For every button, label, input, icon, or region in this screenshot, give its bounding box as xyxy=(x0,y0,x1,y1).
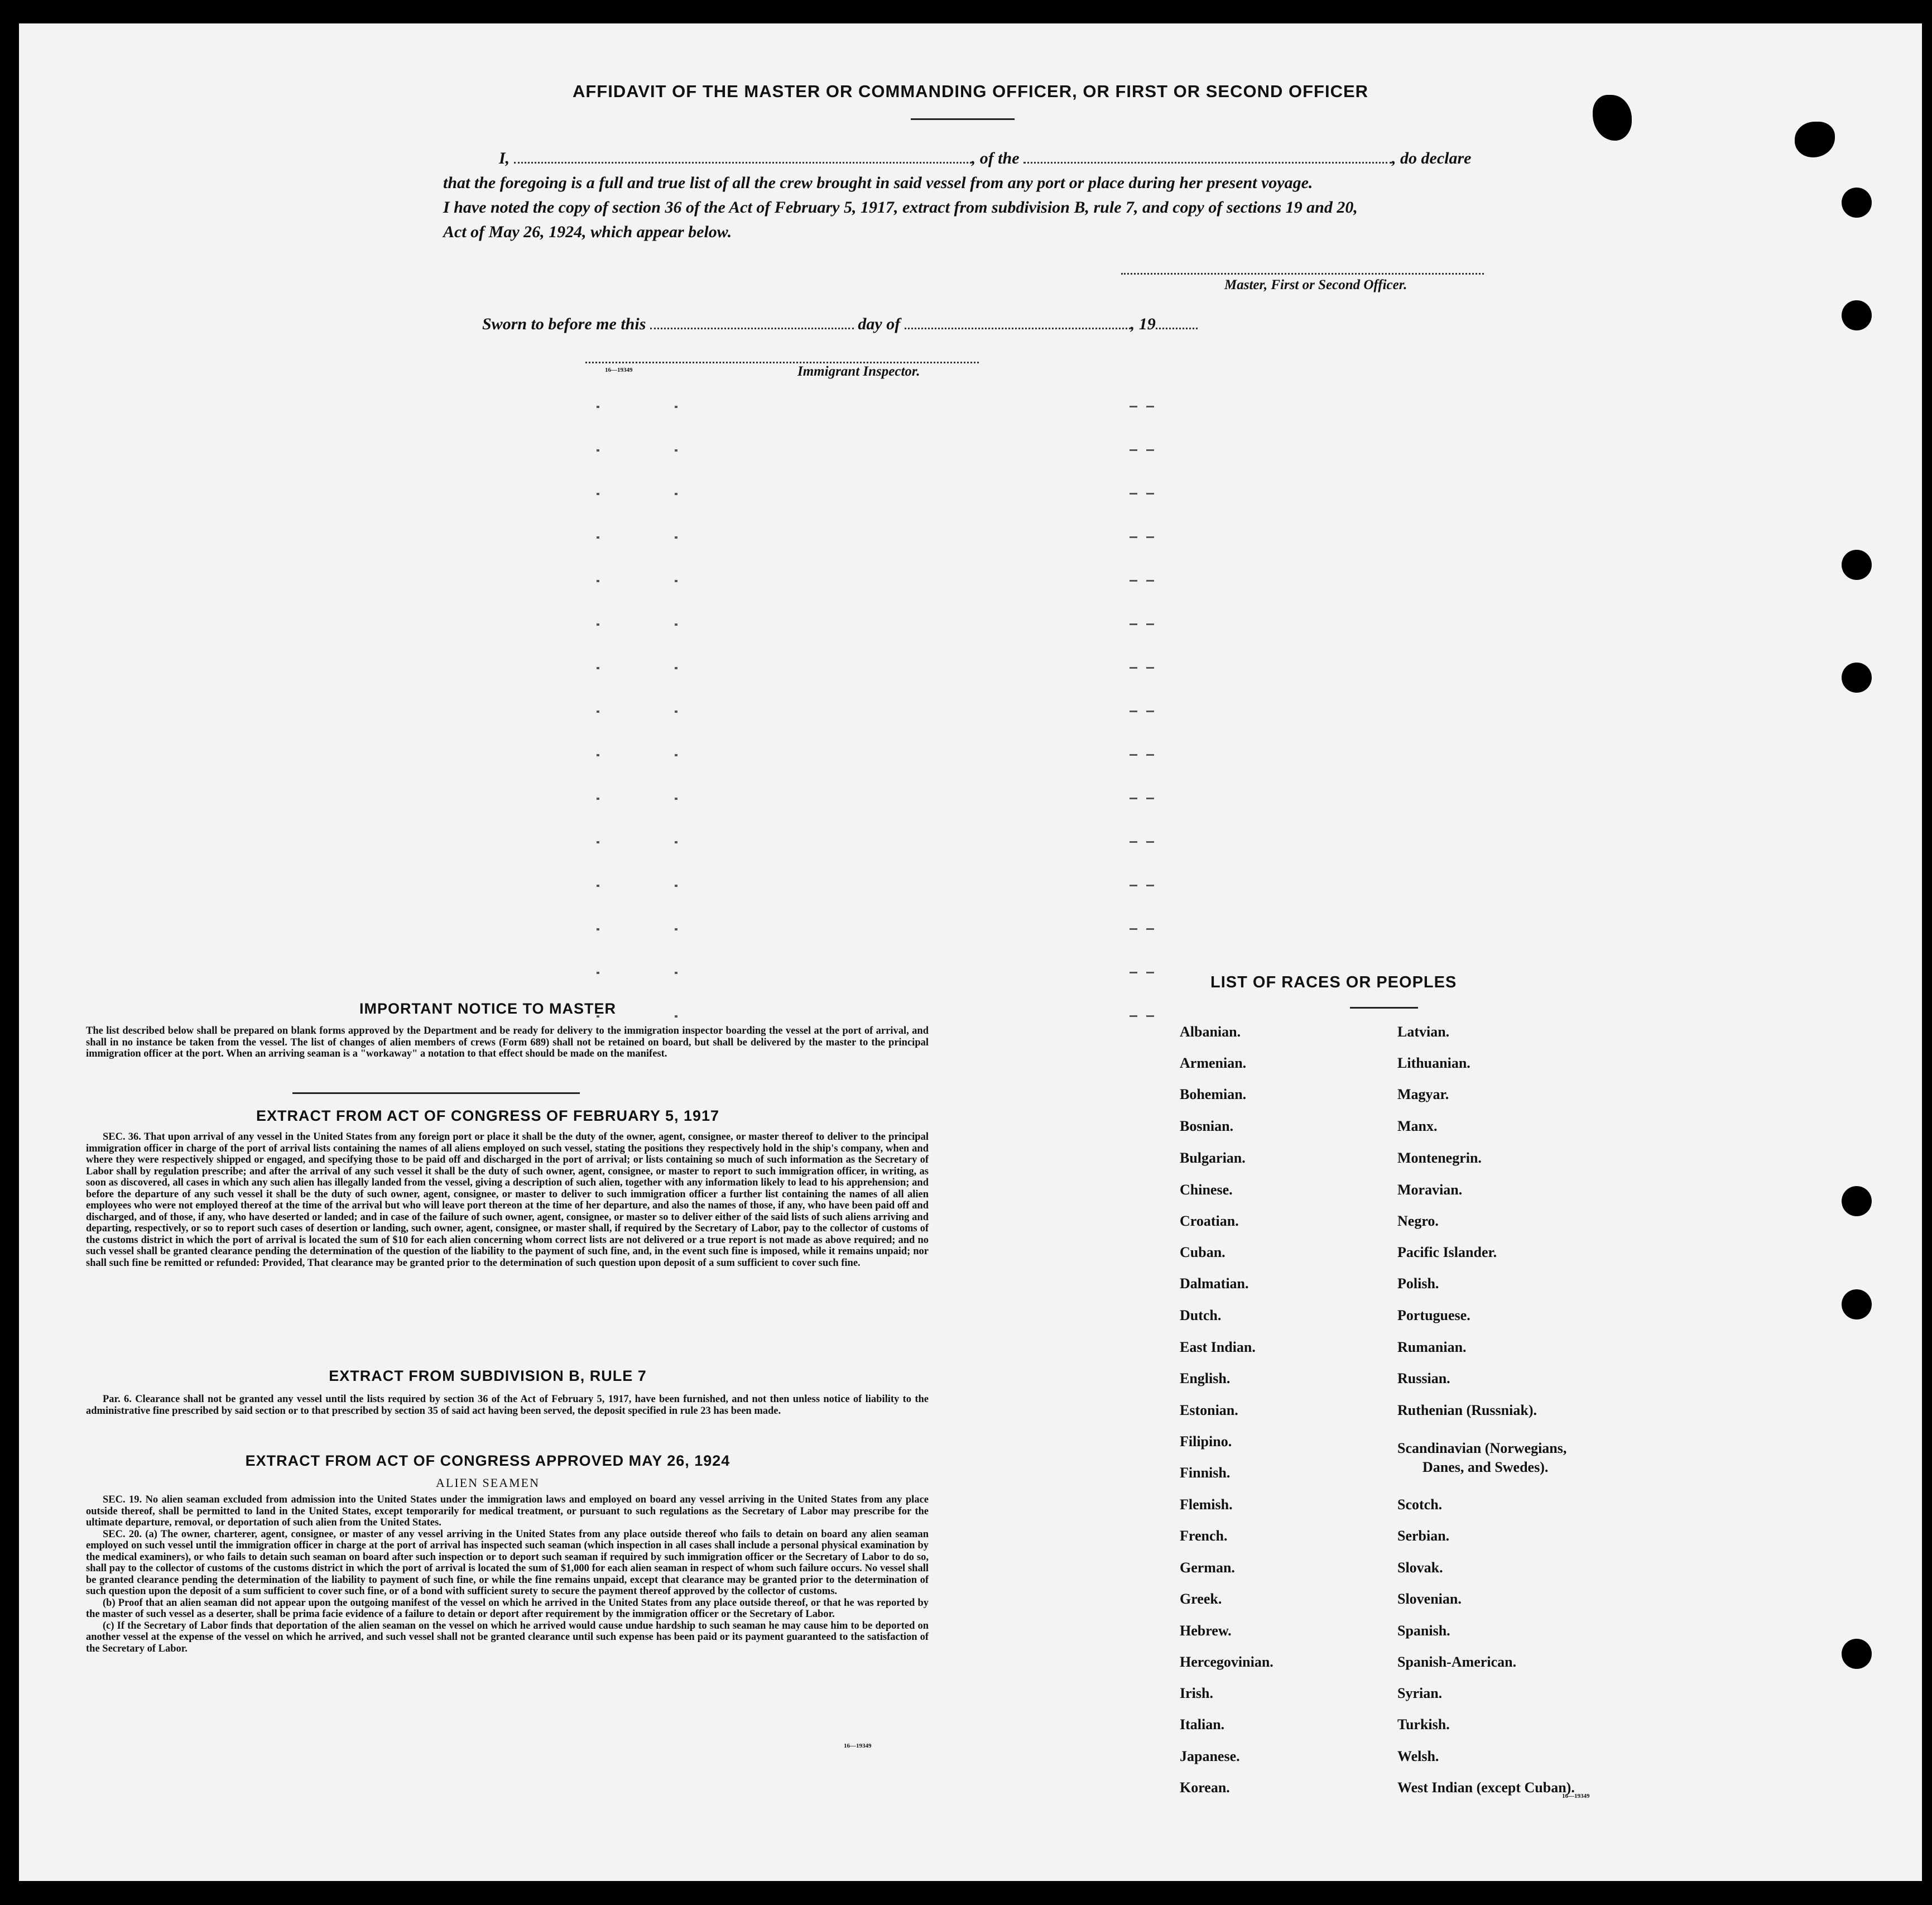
race-right: Scotch. xyxy=(1397,1496,1443,1513)
race-left: Hercegovinian. xyxy=(1180,1654,1273,1670)
race-left: Bohemian. xyxy=(1180,1086,1247,1102)
race-right: Slovak. xyxy=(1397,1559,1443,1576)
ruling-mark xyxy=(1146,406,1154,407)
sworn-day-field[interactable] xyxy=(650,327,854,329)
ruling-mark xyxy=(1146,1015,1154,1017)
declaration-of-the: , of the xyxy=(971,149,1020,167)
signature-label: Master, First or Second Officer. xyxy=(1224,277,1407,292)
race-right: Danes, and Swedes). xyxy=(1422,1459,1549,1475)
race-left: Japanese. xyxy=(1180,1748,1240,1764)
ruling-mark xyxy=(597,841,599,843)
ruling-mark xyxy=(675,928,677,930)
ruling-mark xyxy=(1146,928,1154,930)
inspector-label: Immigrant Inspector. xyxy=(797,364,920,379)
ruling-mark xyxy=(675,406,677,408)
ruling-mark xyxy=(597,449,599,452)
ruling-mark xyxy=(597,798,599,800)
binder-hole xyxy=(1842,663,1872,693)
binder-hole xyxy=(1842,550,1872,580)
ruling-mark xyxy=(1130,1015,1137,1017)
race-left: Korean. xyxy=(1180,1779,1230,1796)
binder-hole xyxy=(1842,300,1872,330)
extract-1924-heading: EXTRACT FROM ACT OF CONGRESS APPROVED MAY 26, 1924 xyxy=(245,1452,730,1469)
sworn-year-prefix: , 19 xyxy=(1130,315,1156,333)
ruling-mark xyxy=(1130,493,1137,495)
ruling-mark xyxy=(597,406,599,408)
ruling-mark xyxy=(675,667,677,669)
race-left: East Indian. xyxy=(1180,1339,1256,1355)
ruling-mark xyxy=(1130,667,1137,669)
race-right: Serbian. xyxy=(1397,1528,1450,1544)
ruling-mark xyxy=(597,536,599,539)
ruling-mark xyxy=(1146,493,1154,495)
ruling-mark xyxy=(675,885,677,887)
declaration-do-declare: , do declare xyxy=(1392,149,1472,167)
extract-1924-subheading: ALIEN SEAMEN xyxy=(436,1476,540,1490)
race-left: Italian. xyxy=(1180,1716,1225,1733)
race-right: Latvian. xyxy=(1397,1024,1450,1040)
inspector-signature-field[interactable] xyxy=(585,362,979,363)
ruling-mark xyxy=(1130,536,1137,538)
ruling-mark xyxy=(1146,623,1154,625)
ruling-mark xyxy=(1130,972,1137,973)
race-right: Polish. xyxy=(1397,1275,1439,1292)
ruling-mark xyxy=(1130,623,1137,625)
ruling-mark xyxy=(1146,667,1154,669)
ruling-mark xyxy=(1130,841,1137,843)
sec-20b-text: (b) Proof that an alien seaman did not appear upon the outgoing manifest of the vessel on which he arrived in the United States from any place outside thereof, or that he was reported by the master of such vessel as a deserter, shall be prima facie evidence of a failure to detain or deport after requirement by the immigration officer or the Secretary of Labor. xyxy=(86,1597,929,1620)
ruling-mark xyxy=(675,754,677,756)
ruling-mark xyxy=(1146,841,1154,843)
ruling-mark xyxy=(1130,711,1137,712)
declarant-name-field[interactable] xyxy=(514,161,972,164)
race-left: Estonian. xyxy=(1180,1402,1238,1418)
race-right: Syrian. xyxy=(1397,1685,1443,1701)
sec-19-text: SEC. 19. No alien seaman excluded from admission into the United States under the immigration laws and employed on board any vessel arriving in the United States from any place outside thereof, shall be permitted to land in the United States, except temporarily for medical treatment, or pursuant to such regulations as the Secretary of Labor may prescribe for the ultimate departure, removal, or deportation of such alien from the United States. xyxy=(86,1494,929,1528)
declaration-i: I, xyxy=(499,149,510,167)
form-code: 16—19349 xyxy=(1562,1793,1590,1800)
ruling-mark xyxy=(597,580,599,582)
ruling-mark xyxy=(1146,711,1154,712)
section-divider xyxy=(292,1092,580,1094)
affidavit-title: AFFIDAVIT OF THE MASTER OR COMMANDING OFFICER, OR FIRST OR SECOND OFFICER xyxy=(572,81,1369,101)
race-left: Armenian. xyxy=(1180,1055,1247,1071)
race-left: Albanian. xyxy=(1180,1024,1241,1040)
sec-20a-text: SEC. 20. (a) The owner, charterer, agent, consignee, or master of any vessel arriving in the United States from any place outside thereof who fails to detain on board any alien seaman employed on such vessel until the immigration officer in charge at the port of arrival has inspected such seaman (which inspection in all cases shall include a personal physical examination by the medical examiners), or who fails to detain such seaman on board after such inspection or to deport such seaman if required by such immigration officer or the Secretary of Labor to do so, shall pay to the collector of customs of the customs district in which the port of arrival is located the sum of $1,000 for each alien seaman in respect of whom such failure occurs. No vessel shall be granted clearance pending the determination of the liability to payment of such fine, or while the fine remains unpaid, except that clearance may be granted prior to the determination of such question upon the deposit of a sum sufficient to cover such fine, or of a bond with sufficient surety to secure the payment thereof approved by the collector of customs. xyxy=(86,1528,929,1597)
ruling-mark xyxy=(1146,885,1154,886)
declaration-line-3: I have noted the copy of section 36 of the Act of February 5, 1917, extract from subdivision B, rule 7, and copy of sections 19 and 20, xyxy=(443,198,1358,217)
ruling-mark xyxy=(1130,885,1137,886)
race-right: Lithuanian. xyxy=(1397,1055,1470,1071)
race-right: Ruthenian (Russniak). xyxy=(1397,1402,1537,1418)
ruling-mark xyxy=(597,667,599,669)
ruling-mark xyxy=(597,885,599,887)
ruling-mark xyxy=(675,711,677,713)
ruling-mark xyxy=(597,972,599,974)
race-left: Hebrew. xyxy=(1180,1623,1232,1639)
ruling-mark xyxy=(1130,406,1137,407)
extract-1917-heading: EXTRACT FROM ACT OF CONGRESS OF FEBRUARY 5, 1917 xyxy=(256,1107,720,1124)
race-right: Moravian. xyxy=(1397,1182,1463,1198)
race-left: Finnish. xyxy=(1180,1465,1231,1481)
race-right: Russian. xyxy=(1397,1370,1450,1386)
ruling-mark xyxy=(675,972,677,974)
ruling-mark xyxy=(1130,928,1137,930)
sworn-year-field[interactable] xyxy=(1156,327,1198,329)
ruling-mark xyxy=(597,493,599,495)
extract-1924-text xyxy=(86,1494,929,1654)
binder-hole xyxy=(1842,1289,1872,1319)
race-left: French. xyxy=(1180,1528,1228,1544)
extract-rule7-heading: EXTRACT FROM SUBDIVISION B, RULE 7 xyxy=(329,1367,647,1384)
ruling-mark xyxy=(675,449,677,452)
ruling-mark xyxy=(1146,449,1154,451)
ruling-mark xyxy=(675,798,677,800)
title-divider xyxy=(911,118,1015,120)
declaration-line-2: that the foregoing is a full and true list of all the crew brought in said vessel from any port or place during her present voyage. xyxy=(443,174,1313,192)
race-right: Turkish. xyxy=(1397,1716,1450,1733)
race-right: West Indian (except Cuban). xyxy=(1397,1779,1575,1796)
race-right: Pacific Islander. xyxy=(1397,1244,1497,1260)
race-left: Filipino. xyxy=(1180,1433,1232,1450)
ruling-mark xyxy=(1146,972,1154,973)
race-right: Slovenian. xyxy=(1397,1591,1462,1607)
races-heading: LIST OF RACES OR PEOPLES xyxy=(1210,973,1457,991)
extract-rule7-text: Par. 6. Clearance shall not be granted any vessel until the lists required by section 36 of the Act of February 5, 1917, have been furnished, and not then unless notice of liability to the administrative fine prescribed by said section or to that prescribed by section 35 of said act having been served, the deposit specified in rule 23 has been made. xyxy=(86,1394,929,1417)
ruling-mark xyxy=(1130,449,1137,451)
declaration-line-4: Act of May 26, 1924, which appear below. xyxy=(443,223,732,241)
ruling-mark xyxy=(597,711,599,713)
ruling-mark xyxy=(1146,754,1154,756)
sworn-line xyxy=(482,315,1198,334)
races-divider xyxy=(1350,1007,1418,1009)
notice-heading: IMPORTANT NOTICE TO MASTER xyxy=(359,1000,616,1017)
ruling-mark xyxy=(675,841,677,843)
binder-hole xyxy=(1842,1186,1872,1216)
document-page xyxy=(19,23,1922,1881)
race-left: Cuban. xyxy=(1180,1244,1225,1260)
ruling-mark xyxy=(675,623,677,626)
ruling-mark xyxy=(1130,754,1137,756)
race-left: Greek. xyxy=(1180,1591,1222,1607)
form-code: 16—19349 xyxy=(605,367,633,373)
race-right: Spanish. xyxy=(1397,1623,1450,1639)
signature-field[interactable] xyxy=(1121,273,1484,275)
ruling-mark xyxy=(597,623,599,626)
ruling-mark xyxy=(675,493,677,495)
race-left: Chinese. xyxy=(1180,1182,1233,1198)
notice-text: The list described below shall be prepared on blank forms approved by the Department and be ready for delivery to the immigration inspector boarding the vessel at the port of arrival, and shall in no instance be taken from the vessel. The list of changes of alien members of crews (Form 689) shall not be retained on board, but shall be delivered by the master to the principal immigration officer at the port. When an arriving seaman is a "workaway" a notation to that effect should be made on the manifest. xyxy=(86,1025,929,1059)
race-right: Montenegrin. xyxy=(1397,1150,1482,1166)
race-left: English. xyxy=(1180,1370,1231,1386)
ruling-mark xyxy=(1130,580,1137,582)
race-left: Flemish. xyxy=(1180,1496,1233,1513)
sworn-day-of: day of xyxy=(858,315,901,333)
form-code: 16—19349 xyxy=(844,1743,872,1749)
binder-hole xyxy=(1842,188,1872,218)
extract-1917-text: SEC. 36. That upon arrival of any vessel in the United States from any foreign port or place it shall be the duty of the owner, agent, consignee, or master thereof to deliver to the principal immigration officer in charge of the port of arrival lists containing the names of all aliens employed on such vessel, stating the positions they respectively hold in the ship's company, when and where they were respectively shipped or engaged, and specifying those to be paid off and discharged in the port of arrival; or lists containing so much of such information as the Secretary of Labor shall by regulation prescribe; and after the arrival of any such vessel it shall be the duty of such owner, agent, consignee, or master to report to such immigration officer, in writing, as soon as discovered, all cases in which any such alien has illegally landed from the vessel, giving a description of such alien, together with any information likely to lead to his apprehension; and before the departure of any such vessel it shall be the duty of such owner, agent, consignee, or master to deliver to such immigration officer a further list containing the names of all alien employees who were not employed thereof at the time of the arrival but who will leave port thereon at the time of her departure, and also the names of those, if any, who have been paid off and discharged, and of those, if any, who have deserted or landed; and in case of the failure of such owner, agent, consignee, or master so to deliver either of the said lists of such aliens arriving and departing, respectively, or so to report such cases of desertion or landing, such owner, agent, consignee, or master shall, if required by the Secretary of Labor, pay to the collector of customs of the customs district in which the port of arrival is located the sum of $10 for each alien concerning whom correct lists are not delivered or a true report is not made as above required; and no such vessel shall be granted clearance pending the determination of the question of the liability to the payment of such fine, and, in the event such fine is imposed, while it remains unpaid; nor shall such fine be remitted or refunded: Provided, That clearance may be granted prior to the determination of such question upon deposit of a sum sufficient to cover such fine. xyxy=(86,1131,929,1269)
race-right: Welsh. xyxy=(1397,1748,1439,1764)
race-left: Bosnian. xyxy=(1180,1118,1234,1134)
race-right: Magyar. xyxy=(1397,1086,1449,1102)
ruling-mark xyxy=(675,580,677,582)
ruling-mark xyxy=(1146,536,1154,538)
ruling-mark xyxy=(1146,798,1154,799)
ruling-mark xyxy=(597,928,599,930)
sworn-prefix: Sworn to before me this xyxy=(482,315,646,333)
race-left: Bulgarian. xyxy=(1180,1150,1246,1166)
race-left: Dalmatian. xyxy=(1180,1275,1249,1292)
race-right: Negro. xyxy=(1397,1213,1439,1229)
race-left: Dutch. xyxy=(1180,1307,1222,1323)
race-left: Croatian. xyxy=(1180,1213,1239,1229)
race-right: Manx. xyxy=(1397,1118,1438,1134)
ruling-mark xyxy=(597,754,599,756)
ruling-mark xyxy=(1146,580,1154,582)
race-left: German. xyxy=(1180,1559,1235,1576)
sworn-month-field[interactable] xyxy=(905,327,1131,329)
vessel-name-field[interactable] xyxy=(1023,161,1392,164)
ruling-mark xyxy=(675,536,677,539)
declaration-text xyxy=(443,146,1503,244)
ink-blot xyxy=(1795,122,1835,157)
ink-blot xyxy=(1593,95,1632,141)
sec-20c-text: (c) If the Secretary of Labor finds that deportation of the alien seaman on the vessel on which he arrived would cause undue hardship to such seaman he may cause him to be deported on another vessel at the expense of the vessel on which he arrived, and such vessel shall not be granted clearance until such expense has been paid or its payment guaranteed to the satisfaction of the Secretary of Labor. xyxy=(86,1620,929,1654)
race-right: Rumanian. xyxy=(1397,1339,1467,1355)
ruling-mark xyxy=(1130,798,1137,799)
binder-hole xyxy=(1842,1639,1872,1669)
race-left: Irish. xyxy=(1180,1685,1213,1701)
race-right: Spanish-American. xyxy=(1397,1654,1517,1670)
race-right: Scandinavian (Norwegians, xyxy=(1397,1440,1567,1456)
race-right: Portuguese. xyxy=(1397,1307,1470,1323)
